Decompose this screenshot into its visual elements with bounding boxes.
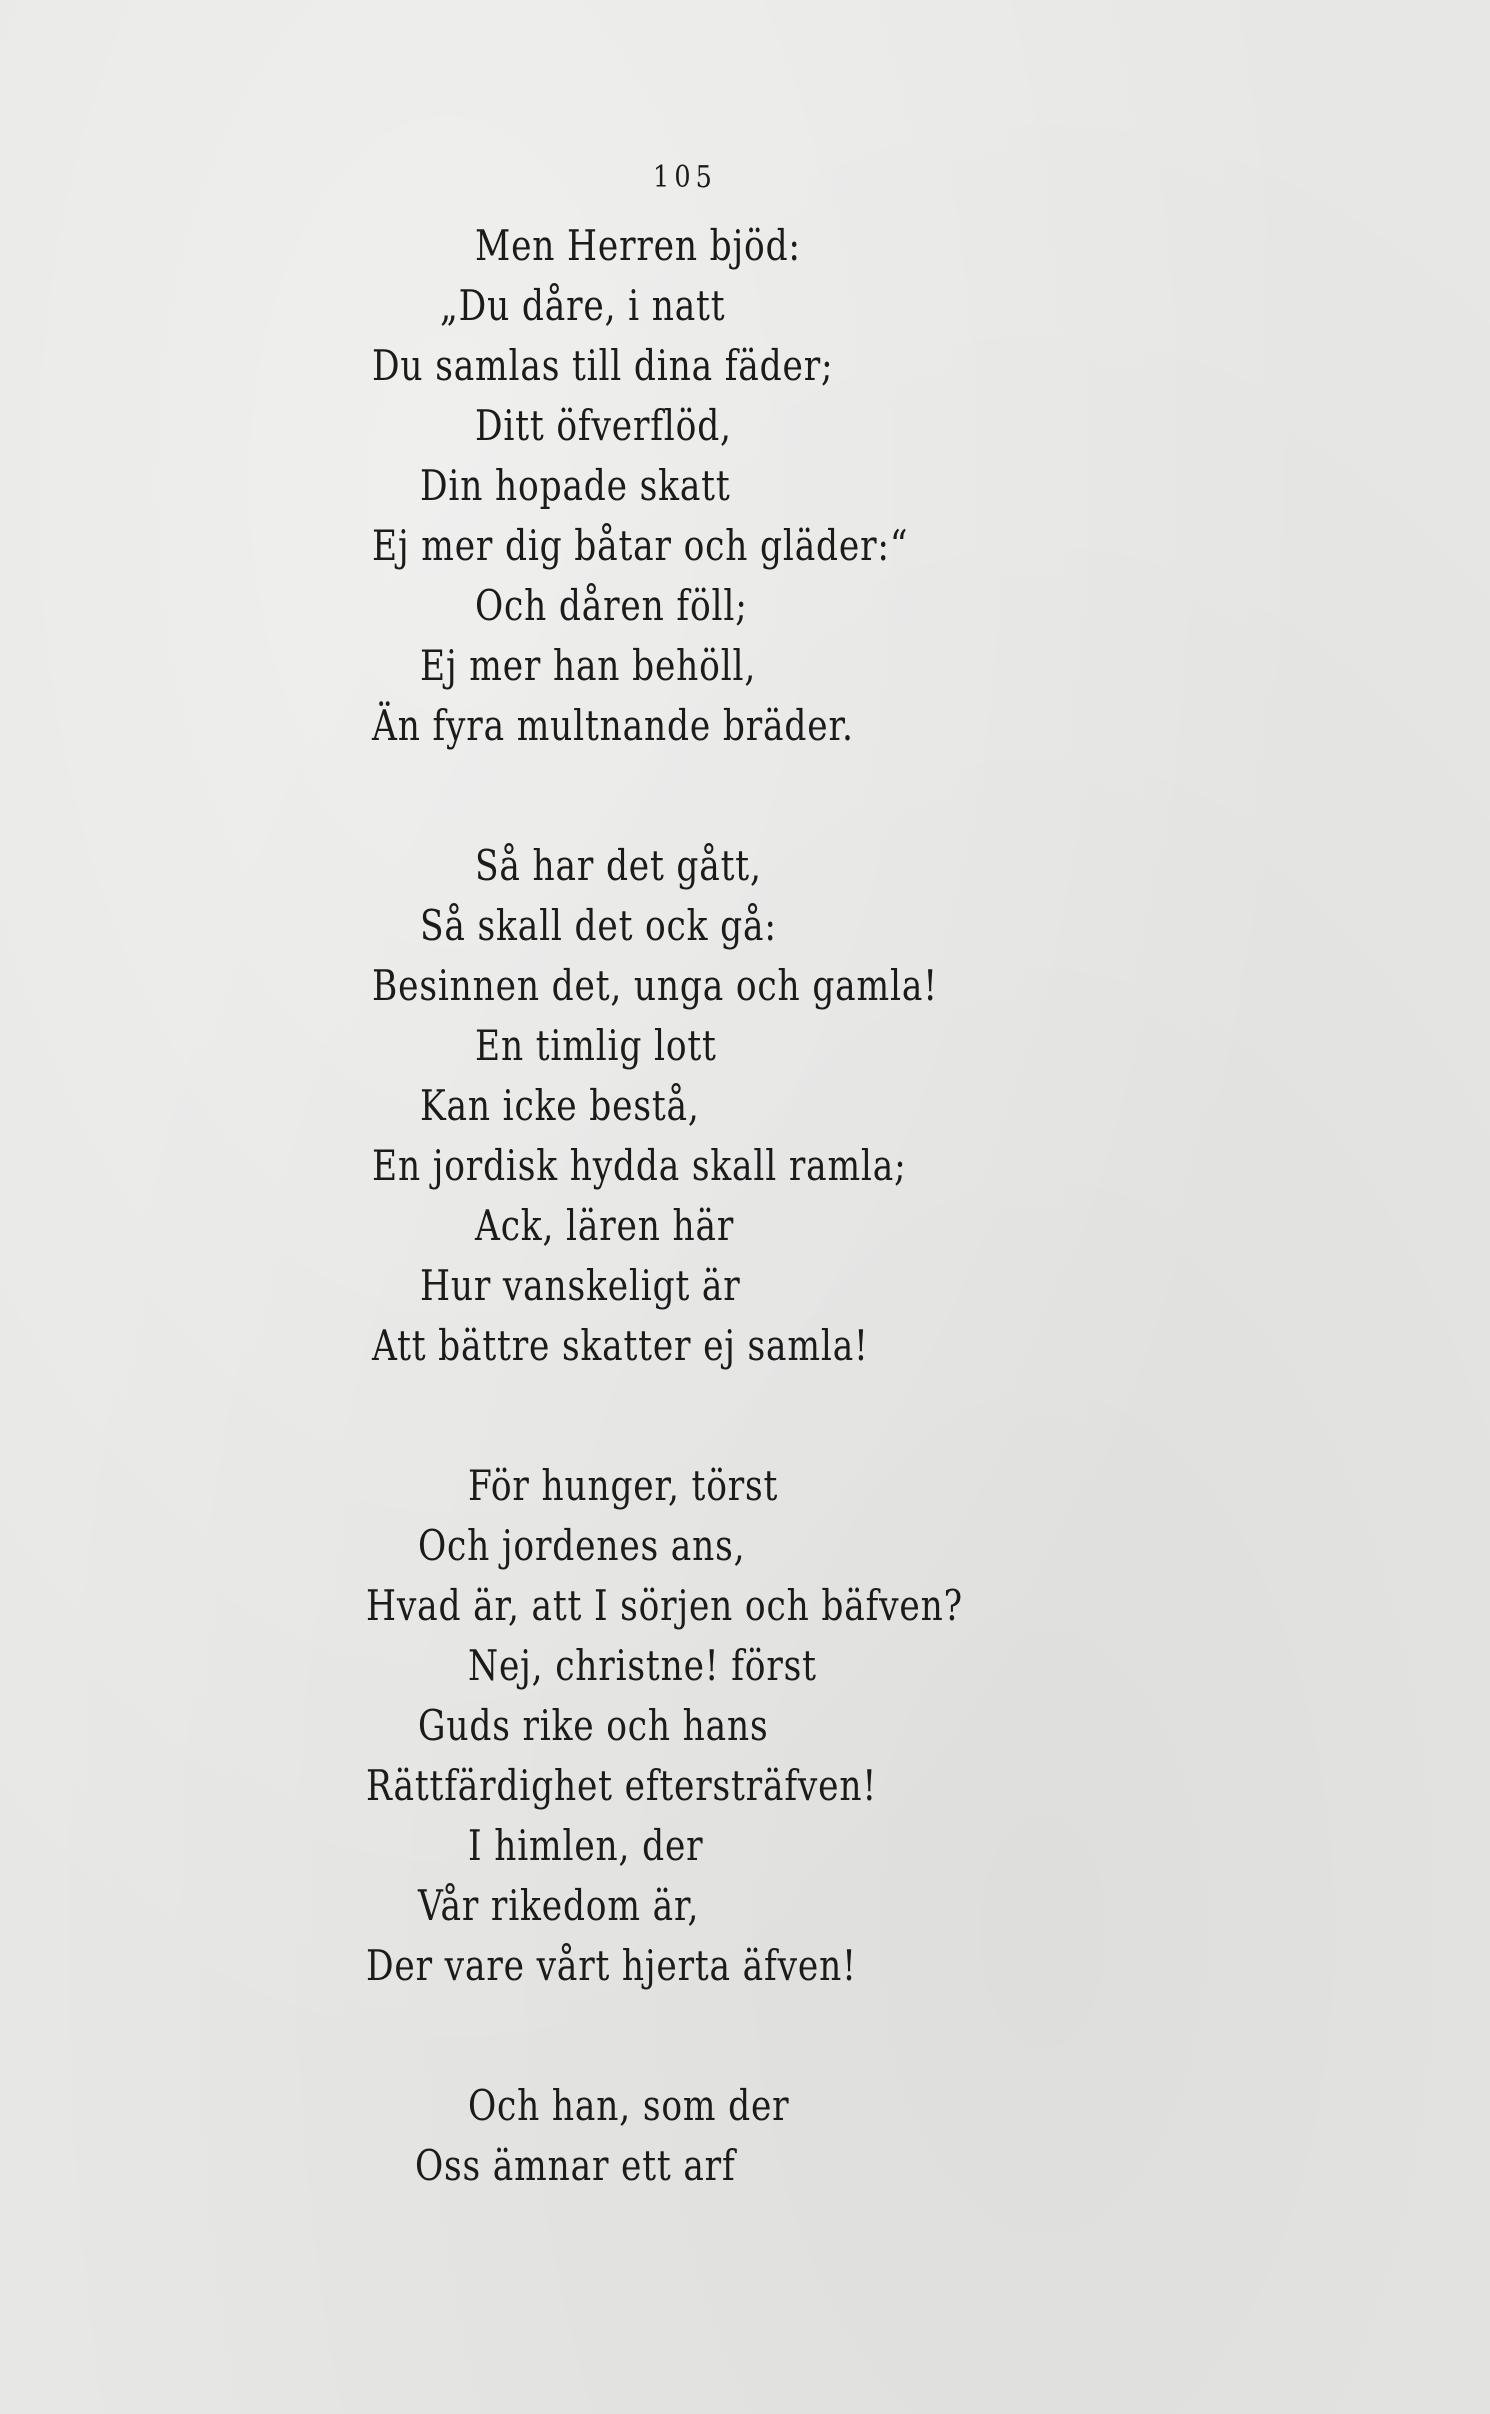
- poem-line: Ack, lären här: [475, 1201, 735, 1250]
- poem-line: För hunger, törst: [468, 1461, 779, 1510]
- poem-line: I himlen, der: [468, 1821, 704, 1870]
- poem-line: Hur vanskeligt är: [420, 1261, 741, 1310]
- page-number: 105: [653, 160, 717, 195]
- poem-line: En jordisk hydda skall ramla;: [372, 1141, 907, 1190]
- poem-line: Och han, som der: [468, 2081, 790, 2130]
- poem-line: Att bättre skatter ej samla!: [372, 1321, 869, 1370]
- poem-line: Guds rike och hans: [418, 1701, 769, 1750]
- poem-line: Och dåren föll;: [475, 581, 748, 630]
- poem-line: Ditt öfverflöd,: [475, 401, 732, 450]
- poem-line: Besinnen det, unga och gamla!: [372, 961, 938, 1010]
- poem-line: Ej mer han behöll,: [420, 641, 757, 690]
- poem-line: Kan icke bestå,: [420, 1081, 700, 1130]
- poem-line: Ej mer dig båtar och gläder:“: [372, 521, 909, 570]
- poem-line: Men Herren bjöd:: [475, 221, 801, 270]
- poem-line: Der vare vårt hjerta äfven!: [366, 1941, 857, 1990]
- poem-line: Hvad är, att I sörjen och bäfven?: [366, 1581, 963, 1630]
- poem-line: Din hopade skatt: [420, 461, 731, 510]
- poem-line: Nej, christne! först: [468, 1641, 817, 1690]
- poem-line: Och jordenes ans,: [418, 1521, 746, 1570]
- poem-line: Du samlas till dina fäder;: [372, 341, 834, 390]
- poem-line: Så skall det ock gå:: [420, 901, 777, 950]
- poem-line: Vår rikedom är,: [418, 1881, 700, 1930]
- poem-line: Oss ämnar ett arf: [415, 2141, 736, 2190]
- poem-line: Än fyra multnande bräder.: [372, 701, 854, 750]
- poem-line: „Du dåre, i natt: [440, 281, 726, 330]
- poem-line: Så har det gått,: [475, 841, 762, 890]
- poem-line: En timlig lott: [475, 1021, 717, 1070]
- poem-line: Rättfärdighet eftersträfven!: [366, 1761, 878, 1810]
